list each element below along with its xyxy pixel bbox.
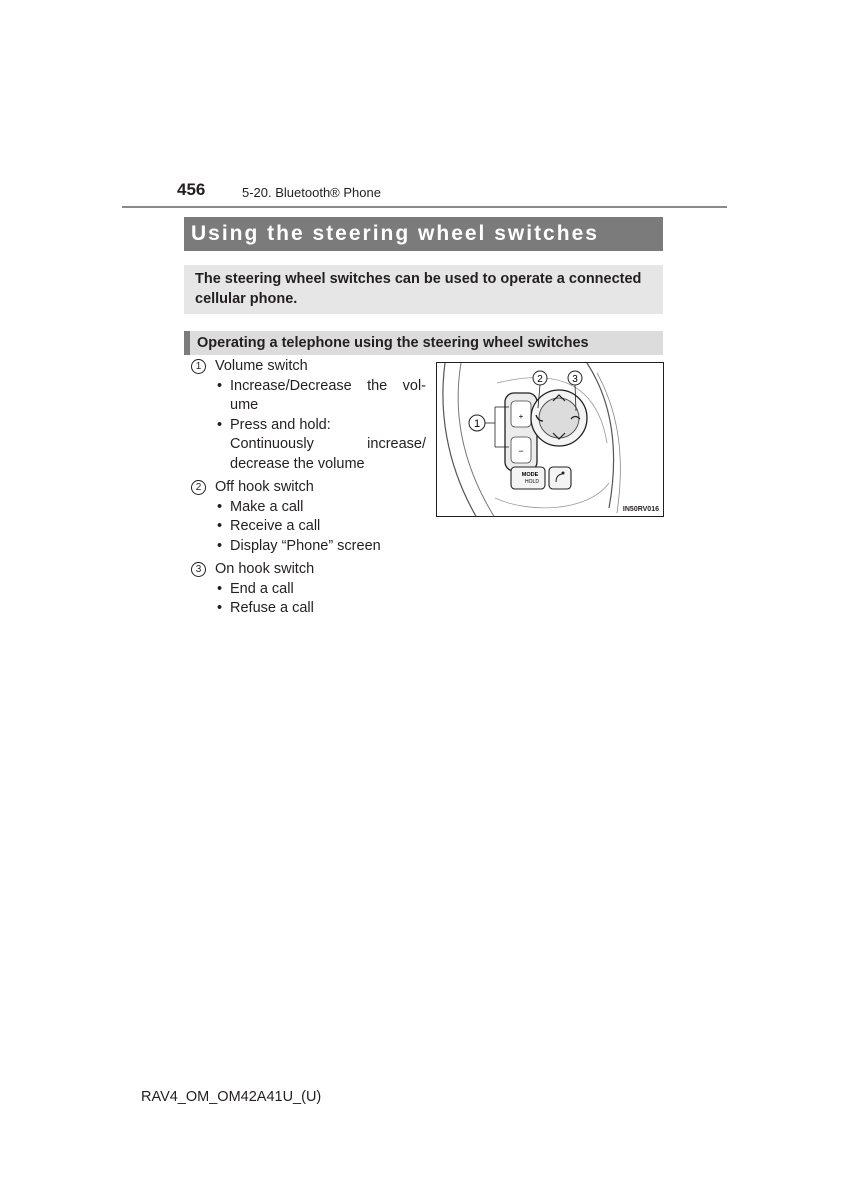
bullet-line: • Press and hold: xyxy=(230,416,331,433)
item-label: Off hook switch xyxy=(215,479,314,495)
callout-1: 1 xyxy=(473,418,481,430)
callout-3: 3 xyxy=(572,374,578,385)
section-subheading: Operating a telephone using the steering wheel switches xyxy=(184,331,663,355)
figure-code: IN50RV016 xyxy=(622,506,659,513)
bullet-line: ume xyxy=(230,397,259,413)
bullet-item: • Refuse a call xyxy=(217,599,426,619)
footer-doc-id: RAV4_OM_OM42A41U_(U) xyxy=(141,1089,322,1105)
bullet-line: Continuously increase/ xyxy=(230,436,426,452)
steering-wheel-switch-illustration xyxy=(436,362,664,517)
header-divider xyxy=(122,206,727,208)
hold-label: HOLD xyxy=(525,479,539,485)
intro-text: The steering wheel switches can be used to operate a connected cellular phone. xyxy=(184,265,663,314)
bullet-item: • Display “Phone” screen xyxy=(217,537,426,557)
callout-2: 2 xyxy=(537,374,543,385)
item-label: Volume switch xyxy=(215,358,308,374)
list-item-volume-switch xyxy=(191,357,426,474)
steering-wheel-drawing xyxy=(437,363,664,517)
bullet-item: • Receive a call xyxy=(217,517,426,537)
switch-list xyxy=(191,357,426,623)
svg-text:−: − xyxy=(518,446,524,456)
bullet-item xyxy=(217,416,426,475)
svg-text:+: + xyxy=(518,412,524,421)
page-number: 456 xyxy=(177,180,206,199)
bullet-item xyxy=(217,377,426,416)
page-title: Using the steering wheel switches xyxy=(184,217,663,251)
item-label: On hook switch xyxy=(215,561,315,577)
bullet-item: • Make a call xyxy=(217,498,426,518)
list-item-off-hook-switch xyxy=(191,478,426,556)
mode-button-label: MODE xyxy=(521,472,539,478)
item-number: 2 xyxy=(191,480,206,495)
bullet-line: decrease the volume xyxy=(230,455,365,472)
item-number: 1 xyxy=(191,359,206,374)
bullet-item: • End a call xyxy=(217,580,426,600)
bullet-line: • Increase/Decrease the vol- xyxy=(230,377,426,394)
item-number: 3 xyxy=(191,562,206,577)
list-item-on-hook-switch xyxy=(191,560,426,619)
section-reference: 5-20. Bluetooth® Phone xyxy=(242,185,381,200)
